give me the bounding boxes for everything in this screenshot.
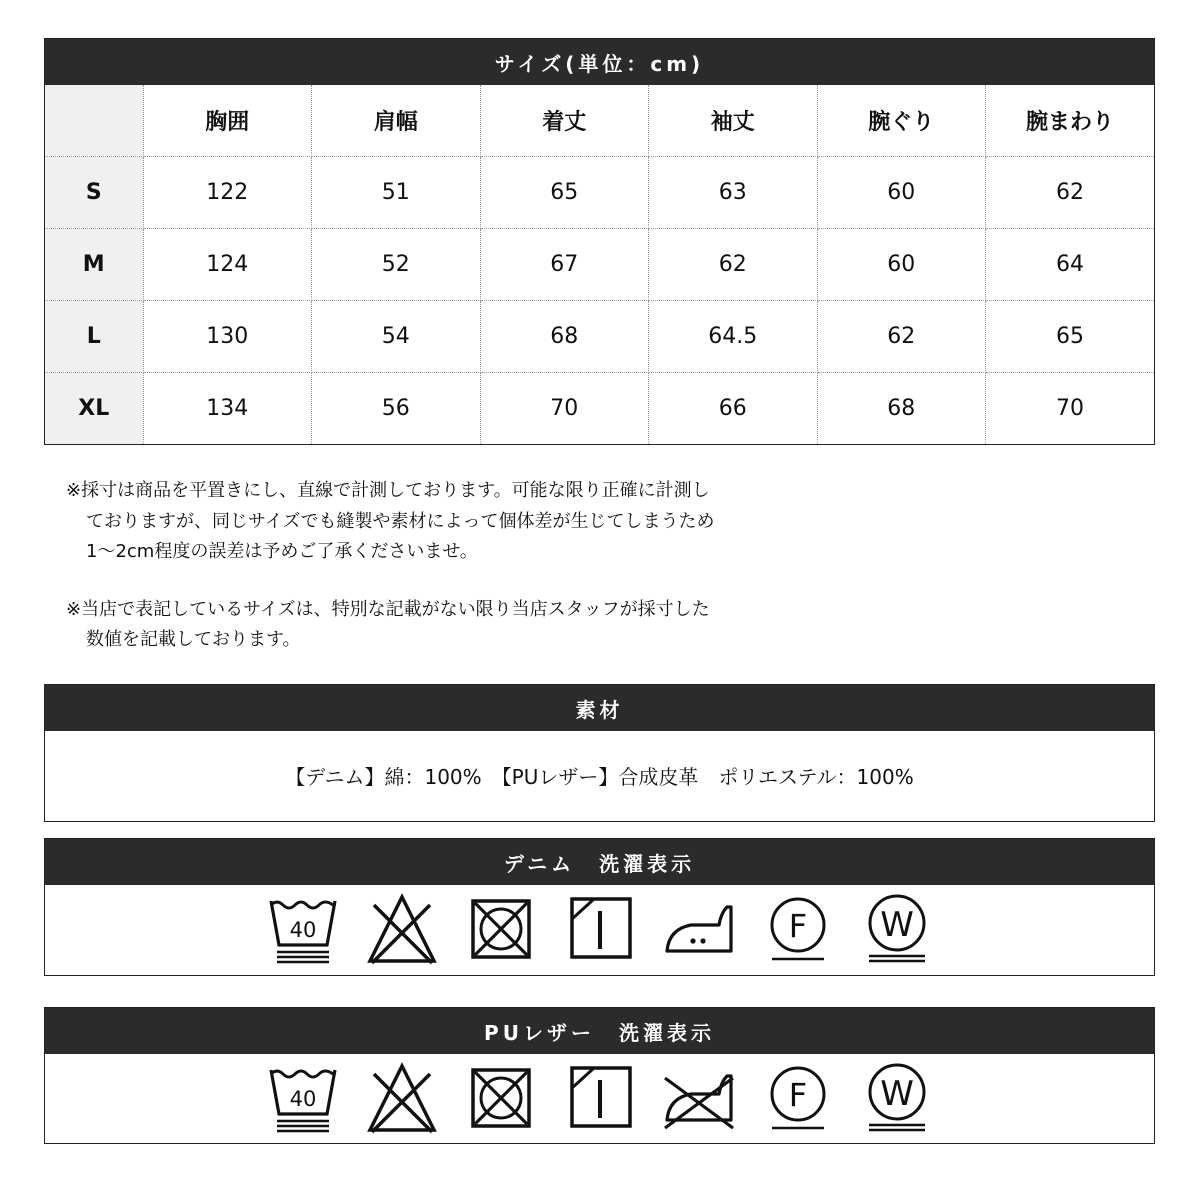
wash-40-very-mild-icon	[267, 891, 339, 967]
note-line: 数値を記載しております。	[86, 629, 301, 650]
care-denim-title: デニム 洗濯表示	[45, 839, 1154, 885]
table-cell: 134	[143, 373, 312, 445]
wash-40-very-mild-icon	[267, 1060, 339, 1136]
table-cell: 124	[143, 229, 312, 301]
table-cell: 65	[480, 157, 649, 229]
table-cell: 56	[312, 373, 481, 445]
table-cell: 70	[1056, 396, 1084, 421]
dry-clean-letter: F	[788, 1075, 807, 1114]
size-table-section	[44, 38, 1155, 445]
size-notes	[66, 476, 715, 656]
table-row	[45, 301, 1154, 373]
line-dry-shade-icon	[564, 891, 636, 967]
professional-dry-clean-f-icon	[762, 1060, 834, 1136]
no-iron-icon	[663, 1060, 735, 1136]
column-header: 腕まわり	[986, 85, 1155, 157]
note-line: ※当店で表記しているサイズは、特別な記載がない限り当店スタッフが採寸した	[66, 598, 710, 620]
material-title: 素材	[45, 685, 1154, 731]
wet-clean-letter: W	[879, 1073, 914, 1114]
table-cell: 64.5	[649, 301, 818, 373]
size-table	[45, 85, 1154, 444]
care-pu-title: PUレザー 洗濯表示	[45, 1008, 1154, 1054]
table-cell: 67	[480, 229, 649, 301]
table-cell: 62	[986, 157, 1155, 229]
table-cell: 63	[649, 157, 818, 229]
wet-clean-letter: W	[879, 904, 914, 945]
row-header-size: L	[45, 301, 143, 373]
no-bleach-icon	[366, 1060, 438, 1136]
note-line: ておりますが、同じサイズでも縫製や素材によって個体差が生じてしまうため	[86, 510, 715, 532]
column-header: 袖丈	[649, 85, 818, 157]
note-line: ※採寸は商品を平置きにし、直線で計測しております。可能な限り正確に計測し	[66, 480, 710, 501]
care-symbols-row	[45, 885, 1154, 972]
professional-wet-clean-w-icon	[861, 1060, 933, 1136]
note-line: 1〜2cm程度の誤差は予めご了承くださいませ。	[86, 541, 478, 562]
no-tumble-dry-icon	[465, 891, 537, 967]
column-header: 胸囲	[143, 85, 312, 157]
professional-dry-clean-f-icon	[762, 891, 834, 967]
care-denim-section	[44, 838, 1155, 976]
table-cell: 68	[817, 373, 986, 445]
wash-temp: 40	[289, 1086, 316, 1111]
row-header-size: M	[45, 229, 143, 301]
table-row	[45, 373, 1154, 445]
care-symbols-row	[45, 1054, 1154, 1141]
table-cell: 122	[143, 157, 312, 229]
table-header-row	[45, 85, 1154, 157]
dry-clean-letter: F	[788, 906, 807, 945]
table-cell: 130	[143, 301, 312, 373]
table-row	[45, 229, 1154, 301]
table-cell: 62	[649, 229, 818, 301]
column-header: 着丈	[480, 85, 649, 157]
care-pu-section	[44, 1007, 1155, 1144]
column-header: 肩幅	[312, 85, 481, 157]
size-table-title: サイズ(単位：cm)	[45, 39, 1154, 85]
professional-wet-clean-w-icon	[861, 891, 933, 967]
table-cell: 60	[817, 229, 986, 301]
table-cell: 54	[312, 301, 481, 373]
no-bleach-icon	[366, 891, 438, 967]
wash-temp: 40	[289, 917, 316, 942]
iron-low-icon	[663, 891, 735, 967]
table-cell: 52	[312, 229, 481, 301]
table-cell: 60	[817, 157, 986, 229]
table-cell: 70	[480, 373, 649, 445]
table-cell: 68	[480, 301, 649, 373]
column-header: 腕ぐり	[817, 85, 986, 157]
table-cell: 51	[312, 157, 481, 229]
table-row	[45, 157, 1154, 229]
table-cell: 64	[986, 229, 1155, 301]
material-text: 【デニム】綿：100% 【PUレザー】合成皮革 ポリエステル：100%	[285, 765, 914, 789]
line-dry-shade-icon	[564, 1060, 636, 1136]
corner-cell	[45, 85, 143, 157]
row-header-size: XL	[45, 373, 143, 445]
table-cell: 65	[986, 301, 1155, 373]
row-header-size: S	[45, 157, 143, 229]
table-cell: 62	[817, 301, 986, 373]
material-section	[44, 684, 1155, 822]
table-cell: 66	[649, 373, 818, 445]
no-tumble-dry-icon	[465, 1060, 537, 1136]
